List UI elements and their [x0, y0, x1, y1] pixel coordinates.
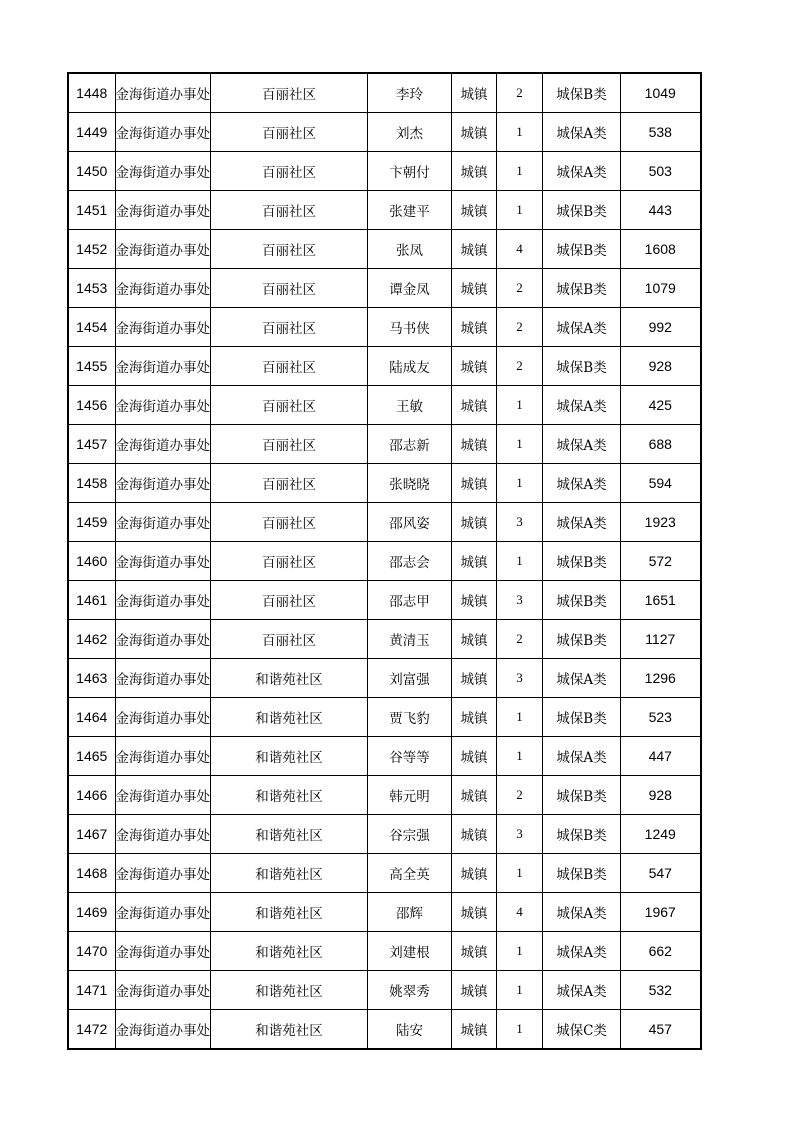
table-row	[68, 347, 701, 386]
category-cell: 城保A类	[543, 737, 621, 776]
name-cell: 邵志甲	[368, 581, 452, 620]
household-count-cell: 1	[497, 737, 543, 776]
row-number: 1451	[68, 191, 115, 230]
community-cell: 和谐苑社区	[211, 971, 368, 1010]
area-type-cell: 城镇	[452, 464, 497, 503]
amount-cell: 532	[621, 971, 701, 1010]
household-count-cell: 2	[497, 308, 543, 347]
office-cell: 金海街道办事处	[115, 893, 211, 932]
amount-cell: 928	[621, 776, 701, 815]
table-body	[68, 73, 701, 1049]
community-cell: 和谐苑社区	[211, 1010, 368, 1050]
area-type-cell: 城镇	[452, 854, 497, 893]
name-cell: 刘富强	[368, 659, 452, 698]
amount-cell: 1296	[621, 659, 701, 698]
amount-cell: 547	[621, 854, 701, 893]
category-cell: 城保A类	[543, 893, 621, 932]
table-row	[68, 230, 701, 269]
amount-cell: 1923	[621, 503, 701, 542]
household-count-cell: 2	[497, 73, 543, 113]
relief-table	[67, 72, 702, 1050]
area-type-cell: 城镇	[452, 776, 497, 815]
office-cell: 金海街道办事处	[115, 1010, 211, 1050]
table-row	[68, 932, 701, 971]
community-cell: 百丽社区	[211, 464, 368, 503]
category-cell: 城保B类	[543, 73, 621, 113]
office-cell: 金海街道办事处	[115, 308, 211, 347]
amount-cell: 572	[621, 542, 701, 581]
community-cell: 和谐苑社区	[211, 659, 368, 698]
household-count-cell: 1	[497, 932, 543, 971]
row-number: 1464	[68, 698, 115, 737]
table-row	[68, 1010, 701, 1050]
amount-cell: 523	[621, 698, 701, 737]
area-type-cell: 城镇	[452, 932, 497, 971]
category-cell: 城保B类	[543, 581, 621, 620]
office-cell: 金海街道办事处	[115, 659, 211, 698]
row-number: 1449	[68, 113, 115, 152]
category-cell: 城保B类	[543, 854, 621, 893]
row-number: 1470	[68, 932, 115, 971]
area-type-cell: 城镇	[452, 542, 497, 581]
household-count-cell: 3	[497, 659, 543, 698]
category-cell: 城保A类	[543, 113, 621, 152]
category-cell: 城保A类	[543, 308, 621, 347]
area-type-cell: 城镇	[452, 581, 497, 620]
name-cell: 李玲	[368, 73, 452, 113]
name-cell: 邵风姿	[368, 503, 452, 542]
table-row	[68, 503, 701, 542]
table-row	[68, 659, 701, 698]
name-cell: 卞朝付	[368, 152, 452, 191]
office-cell: 金海街道办事处	[115, 269, 211, 308]
category-cell: 城保B类	[543, 230, 621, 269]
community-cell: 百丽社区	[211, 347, 368, 386]
office-cell: 金海街道办事处	[115, 971, 211, 1010]
row-number: 1466	[68, 776, 115, 815]
office-cell: 金海街道办事处	[115, 464, 211, 503]
area-type-cell: 城镇	[452, 503, 497, 542]
office-cell: 金海街道办事处	[115, 542, 211, 581]
category-cell: 城保A类	[543, 464, 621, 503]
office-cell: 金海街道办事处	[115, 425, 211, 464]
name-cell: 刘杰	[368, 113, 452, 152]
row-number: 1471	[68, 971, 115, 1010]
name-cell: 贾飞豹	[368, 698, 452, 737]
name-cell: 张晓晓	[368, 464, 452, 503]
category-cell: 城保A类	[543, 386, 621, 425]
name-cell: 邵志新	[368, 425, 452, 464]
community-cell: 和谐苑社区	[211, 815, 368, 854]
row-number: 1468	[68, 854, 115, 893]
amount-cell: 662	[621, 932, 701, 971]
office-cell: 金海街道办事处	[115, 113, 211, 152]
area-type-cell: 城镇	[452, 698, 497, 737]
amount-cell: 688	[621, 425, 701, 464]
office-cell: 金海街道办事处	[115, 73, 211, 113]
name-cell: 韩元明	[368, 776, 452, 815]
office-cell: 金海街道办事处	[115, 191, 211, 230]
category-cell: 城保B类	[543, 191, 621, 230]
name-cell: 邵志会	[368, 542, 452, 581]
office-cell: 金海街道办事处	[115, 737, 211, 776]
area-type-cell: 城镇	[452, 737, 497, 776]
area-type-cell: 城镇	[452, 659, 497, 698]
amount-cell: 928	[621, 347, 701, 386]
community-cell: 百丽社区	[211, 191, 368, 230]
office-cell: 金海街道办事处	[115, 815, 211, 854]
category-cell: 城保B类	[543, 815, 621, 854]
office-cell: 金海街道办事处	[115, 347, 211, 386]
row-number: 1463	[68, 659, 115, 698]
row-number: 1456	[68, 386, 115, 425]
name-cell: 谷宗强	[368, 815, 452, 854]
table-row	[68, 620, 701, 659]
name-cell: 刘建根	[368, 932, 452, 971]
amount-cell: 992	[621, 308, 701, 347]
name-cell: 张凤	[368, 230, 452, 269]
area-type-cell: 城镇	[452, 230, 497, 269]
amount-cell: 503	[621, 152, 701, 191]
community-cell: 百丽社区	[211, 269, 368, 308]
table-row	[68, 737, 701, 776]
area-type-cell: 城镇	[452, 815, 497, 854]
household-count-cell: 1	[497, 1010, 543, 1050]
household-count-cell: 1	[497, 464, 543, 503]
household-count-cell: 4	[497, 230, 543, 269]
community-cell: 百丽社区	[211, 425, 368, 464]
area-type-cell: 城镇	[452, 347, 497, 386]
row-number: 1465	[68, 737, 115, 776]
row-number: 1460	[68, 542, 115, 581]
table-row	[68, 971, 701, 1010]
area-type-cell: 城镇	[452, 425, 497, 464]
area-type-cell: 城镇	[452, 386, 497, 425]
table-row	[68, 893, 701, 932]
table-row	[68, 269, 701, 308]
category-cell: 城保B类	[543, 776, 621, 815]
table-row	[68, 698, 701, 737]
amount-cell: 1079	[621, 269, 701, 308]
row-number: 1452	[68, 230, 115, 269]
area-type-cell: 城镇	[452, 893, 497, 932]
community-cell: 百丽社区	[211, 230, 368, 269]
name-cell: 谭金凤	[368, 269, 452, 308]
amount-cell: 1049	[621, 73, 701, 113]
household-count-cell: 1	[497, 971, 543, 1010]
household-count-cell: 1	[497, 425, 543, 464]
household-count-cell: 2	[497, 620, 543, 659]
office-cell: 金海街道办事处	[115, 698, 211, 737]
name-cell: 邵辉	[368, 893, 452, 932]
area-type-cell: 城镇	[452, 152, 497, 191]
name-cell: 马书侠	[368, 308, 452, 347]
category-cell: 城保C类	[543, 1010, 621, 1050]
table-row	[68, 854, 701, 893]
table-row	[68, 464, 701, 503]
category-cell: 城保B类	[543, 269, 621, 308]
name-cell: 黄清玉	[368, 620, 452, 659]
community-cell: 百丽社区	[211, 620, 368, 659]
category-cell: 城保A类	[543, 425, 621, 464]
amount-cell: 538	[621, 113, 701, 152]
office-cell: 金海街道办事处	[115, 230, 211, 269]
household-count-cell: 1	[497, 191, 543, 230]
household-count-cell: 2	[497, 776, 543, 815]
row-number: 1454	[68, 308, 115, 347]
row-number: 1461	[68, 581, 115, 620]
household-count-cell: 1	[497, 542, 543, 581]
office-cell: 金海街道办事处	[115, 620, 211, 659]
community-cell: 百丽社区	[211, 308, 368, 347]
category-cell: 城保A类	[543, 503, 621, 542]
household-count-cell: 1	[497, 152, 543, 191]
community-cell: 百丽社区	[211, 542, 368, 581]
category-cell: 城保B类	[543, 698, 621, 737]
name-cell: 高全英	[368, 854, 452, 893]
category-cell: 城保A类	[543, 971, 621, 1010]
office-cell: 金海街道办事处	[115, 386, 211, 425]
row-number: 1457	[68, 425, 115, 464]
office-cell: 金海街道办事处	[115, 152, 211, 191]
row-number: 1448	[68, 73, 115, 113]
table-row	[68, 581, 701, 620]
category-cell: 城保B类	[543, 347, 621, 386]
category-cell: 城保A类	[543, 659, 621, 698]
amount-cell: 1967	[621, 893, 701, 932]
row-number: 1472	[68, 1010, 115, 1050]
area-type-cell: 城镇	[452, 269, 497, 308]
row-number: 1467	[68, 815, 115, 854]
community-cell: 和谐苑社区	[211, 893, 368, 932]
community-cell: 百丽社区	[211, 113, 368, 152]
row-number: 1455	[68, 347, 115, 386]
table-row	[68, 815, 701, 854]
category-cell: 城保B类	[543, 620, 621, 659]
name-cell: 陆成友	[368, 347, 452, 386]
community-cell: 百丽社区	[211, 152, 368, 191]
row-number: 1459	[68, 503, 115, 542]
amount-cell: 457	[621, 1010, 701, 1050]
household-count-cell: 3	[497, 581, 543, 620]
amount-cell: 1651	[621, 581, 701, 620]
household-count-cell: 1	[497, 386, 543, 425]
amount-cell: 1249	[621, 815, 701, 854]
table-row	[68, 152, 701, 191]
area-type-cell: 城镇	[452, 971, 497, 1010]
name-cell: 陆安	[368, 1010, 452, 1050]
area-type-cell: 城镇	[452, 620, 497, 659]
area-type-cell: 城镇	[452, 73, 497, 113]
community-cell: 百丽社区	[211, 581, 368, 620]
office-cell: 金海街道办事处	[115, 503, 211, 542]
office-cell: 金海街道办事处	[115, 581, 211, 620]
community-cell: 百丽社区	[211, 386, 368, 425]
category-cell: 城保A类	[543, 932, 621, 971]
community-cell: 和谐苑社区	[211, 854, 368, 893]
amount-cell: 425	[621, 386, 701, 425]
table-row	[68, 191, 701, 230]
area-type-cell: 城镇	[452, 191, 497, 230]
category-cell: 城保A类	[543, 152, 621, 191]
household-count-cell: 2	[497, 269, 543, 308]
table-row	[68, 542, 701, 581]
name-cell: 姚翠秀	[368, 971, 452, 1010]
household-count-cell: 4	[497, 893, 543, 932]
amount-cell: 443	[621, 191, 701, 230]
row-number: 1450	[68, 152, 115, 191]
household-count-cell: 3	[497, 503, 543, 542]
community-cell: 和谐苑社区	[211, 698, 368, 737]
row-number: 1453	[68, 269, 115, 308]
household-count-cell: 3	[497, 815, 543, 854]
table-row	[68, 386, 701, 425]
office-cell: 金海街道办事处	[115, 854, 211, 893]
office-cell: 金海街道办事处	[115, 776, 211, 815]
community-cell: 和谐苑社区	[211, 776, 368, 815]
area-type-cell: 城镇	[452, 113, 497, 152]
row-number: 1458	[68, 464, 115, 503]
name-cell: 张建平	[368, 191, 452, 230]
name-cell: 谷等等	[368, 737, 452, 776]
community-cell: 和谐苑社区	[211, 737, 368, 776]
amount-cell: 1127	[621, 620, 701, 659]
area-type-cell: 城镇	[452, 1010, 497, 1050]
office-cell: 金海街道办事处	[115, 932, 211, 971]
community-cell: 百丽社区	[211, 73, 368, 113]
community-cell: 百丽社区	[211, 503, 368, 542]
amount-cell: 447	[621, 737, 701, 776]
category-cell: 城保B类	[543, 542, 621, 581]
table-row	[68, 308, 701, 347]
row-number: 1469	[68, 893, 115, 932]
community-cell: 和谐苑社区	[211, 932, 368, 971]
household-count-cell: 1	[497, 854, 543, 893]
name-cell: 王敏	[368, 386, 452, 425]
row-number: 1462	[68, 620, 115, 659]
household-count-cell: 1	[497, 698, 543, 737]
table-row	[68, 113, 701, 152]
amount-cell: 1608	[621, 230, 701, 269]
table-row	[68, 776, 701, 815]
household-count-cell: 2	[497, 347, 543, 386]
household-count-cell: 1	[497, 113, 543, 152]
table-row	[68, 73, 701, 113]
table-row	[68, 425, 701, 464]
area-type-cell: 城镇	[452, 308, 497, 347]
amount-cell: 594	[621, 464, 701, 503]
